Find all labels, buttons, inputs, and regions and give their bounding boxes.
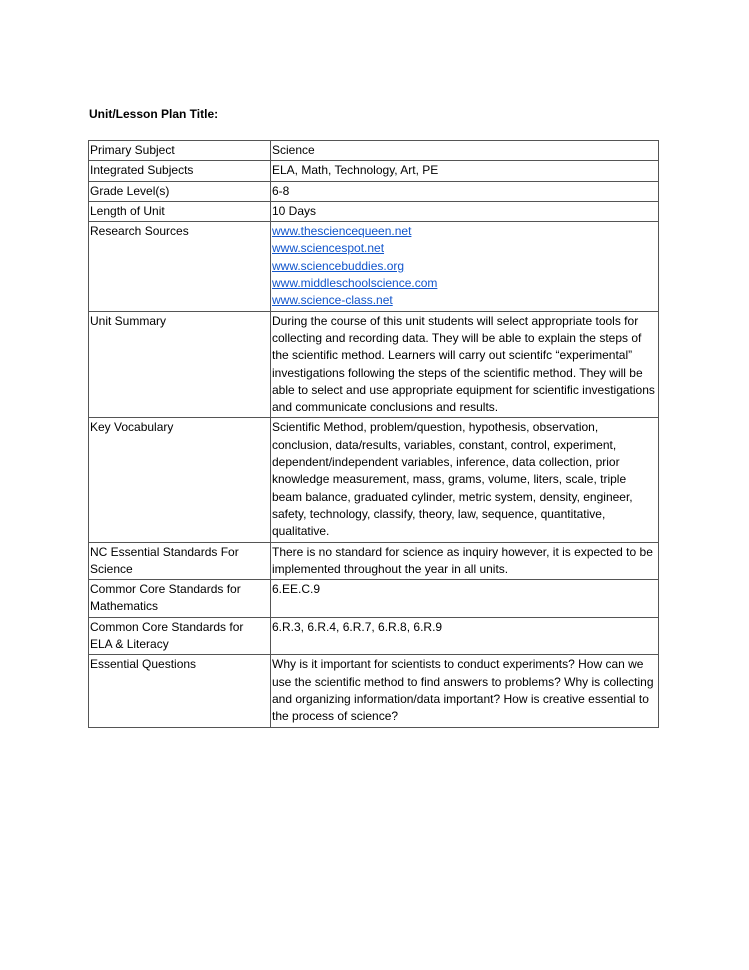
table-row-research-sources (89, 222, 659, 311)
row-label: Key Vocabulary (89, 418, 271, 542)
lesson-plan-table (88, 140, 659, 728)
row-value: Scientific Method, problem/question, hypothesis, observation, conclusion, data/results, variables, constant, control, experiment, dependent/independent variables, inference, data collection, prior knowledge measurement, mass, grams, volume, liters, scale, triple beam balance, graduated cylinder, metric system, density, engineer, safety, technology, classify, theory, law, sequence, quantitative, qualitative. (271, 418, 659, 542)
row-label: Commor Core Standards for Mathematics (89, 580, 271, 618)
row-value: 10 Days (271, 201, 659, 221)
row-label: NC Essential Standards For Science (89, 542, 271, 580)
row-label: Unit Summary (89, 311, 271, 418)
row-value: Science (271, 141, 659, 161)
table-row-cc-math (89, 580, 659, 618)
table-row-integrated-subjects (89, 161, 659, 181)
row-label: Research Sources (89, 222, 271, 311)
row-label: Integrated Subjects (89, 161, 271, 181)
research-link[interactable]: www.middleschoolscience.com (272, 276, 438, 291)
table-row-primary-subject (89, 141, 659, 161)
research-link[interactable]: www.sciencespot.net (272, 241, 385, 256)
row-value: Why is it important for scientists to conduct experiments? How can we use the scientific method to find answers to problems? Why is collecting and organizing information/data important? How is creative essential to the process of science? (271, 655, 659, 727)
row-label: Grade Level(s) (89, 181, 271, 201)
row-value: 6-8 (271, 181, 659, 201)
row-label: Common Core Standards for ELA & Literacy (89, 617, 271, 655)
research-link[interactable]: www.science-class.net (272, 293, 393, 308)
row-label: Essential Questions (89, 655, 271, 727)
row-value: ELA, Math, Technology, Art, PE (271, 161, 659, 181)
row-value: During the course of this unit students will select appropriate tools for collecting and recording data. They will be able to explain the steps of the scientific method. Learners will carry out scientifc “experimental” investigations following the steps of the scientific method. They will be able to select and use appropriate equipment for scientific investigations and communicate conclusions and results. (271, 311, 659, 418)
table-row-essential-questions (89, 655, 659, 727)
row-value: There is no standard for science as inquiry however, it is expected to be implemented throughout the year in all units. (271, 542, 659, 580)
row-value: 6.EE.C.9 (271, 580, 659, 618)
research-links (271, 222, 659, 311)
table-row-cc-ela (89, 617, 659, 655)
table-row-unit-summary (89, 311, 659, 418)
row-label: Length of Unit (89, 201, 271, 221)
table-row-nc-standards (89, 542, 659, 580)
research-link[interactable]: www.sciencebuddies.org (272, 258, 405, 273)
row-label: Primary Subject (89, 141, 271, 161)
row-value: 6.R.3, 6.R.4, 6.R.7, 6.R.8, 6.R.9 (271, 617, 659, 655)
table-row-grade-levels (89, 181, 659, 201)
table-row-length-of-unit (89, 201, 659, 221)
table-row-key-vocabulary (89, 418, 659, 542)
page-title: Unit/Lesson Plan Title: (89, 107, 219, 121)
research-link[interactable]: www.thesciencequeen.net (272, 224, 412, 239)
